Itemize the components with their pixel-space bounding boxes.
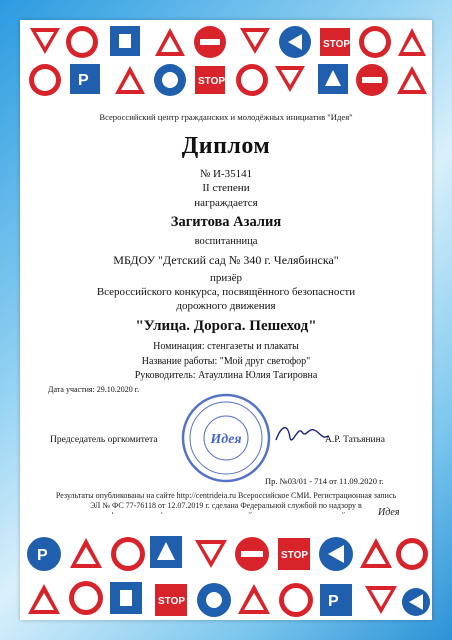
road-signs-bottom-border [20, 514, 432, 620]
contest-theme: "Улица. Дорога. Пешеход" [135, 318, 317, 334]
road-signs-top-border [20, 20, 432, 116]
awarded-label: награждается [194, 197, 258, 209]
svg-text:P: P [37, 547, 48, 564]
brand-mark: Идея [378, 507, 400, 518]
leader: Руководитель: Атауллина Юлия Тагировна [134, 370, 318, 381]
stamp-label: Идея [210, 432, 242, 447]
diploma-sheet [20, 20, 432, 620]
svg-text:STOP: STOP [198, 76, 226, 87]
recipient-name: Загитова Азалия [170, 214, 282, 230]
nomination: Номинация: стенгазеты и плакаты [153, 341, 299, 352]
diploma-number: № И-35141 [199, 168, 253, 180]
chair-label: Председатель оргкомитета [50, 435, 158, 445]
svg-text:STOP: STOP [281, 550, 309, 561]
school-name: МБДОУ "Детский сад № 340 г. Челябинска" [113, 253, 339, 267]
diploma-degree: II степени [202, 182, 250, 194]
prize-label: призёр [209, 272, 242, 284]
contest-line-1: Всероссийского конкурса, посвящённого безопасности [96, 286, 356, 298]
signature [272, 418, 330, 448]
header-strip [20, 106, 432, 128]
work-title: Название работы: "Мой друг светофор" [141, 356, 311, 367]
round-stamp [180, 392, 272, 484]
svg-text:P: P [328, 593, 339, 610]
contest-line-2: дорожного движения [176, 300, 276, 312]
organizer-header: Всероссийский центр гражданских и молодёжных инициатив "Идея" [99, 112, 353, 122]
svg-text:P: P [78, 72, 89, 89]
order-number: Пр. №03/01 - 714 от 11.09.2020 г. [265, 476, 384, 486]
svg-text:STOP: STOP [323, 39, 351, 50]
publication-line: Результаты опубликованы на сайте http://centrideia.ru Всероссийское СМИ. Регистрационная запись [55, 491, 397, 500]
participation-date: Дата участия: 29.10.2020 г. [48, 385, 140, 394]
diploma-title: Диплом [181, 133, 271, 159]
recipient-role: воспитанница [194, 236, 258, 247]
publication-line: ЭЛ № ФС 77-76118 от 12.07.2019 г. сделана Федеральной службой по надзору в [90, 501, 362, 510]
svg-text:STOP: STOP [158, 596, 186, 607]
chair-name: А.Р. Татьянина [325, 435, 385, 445]
